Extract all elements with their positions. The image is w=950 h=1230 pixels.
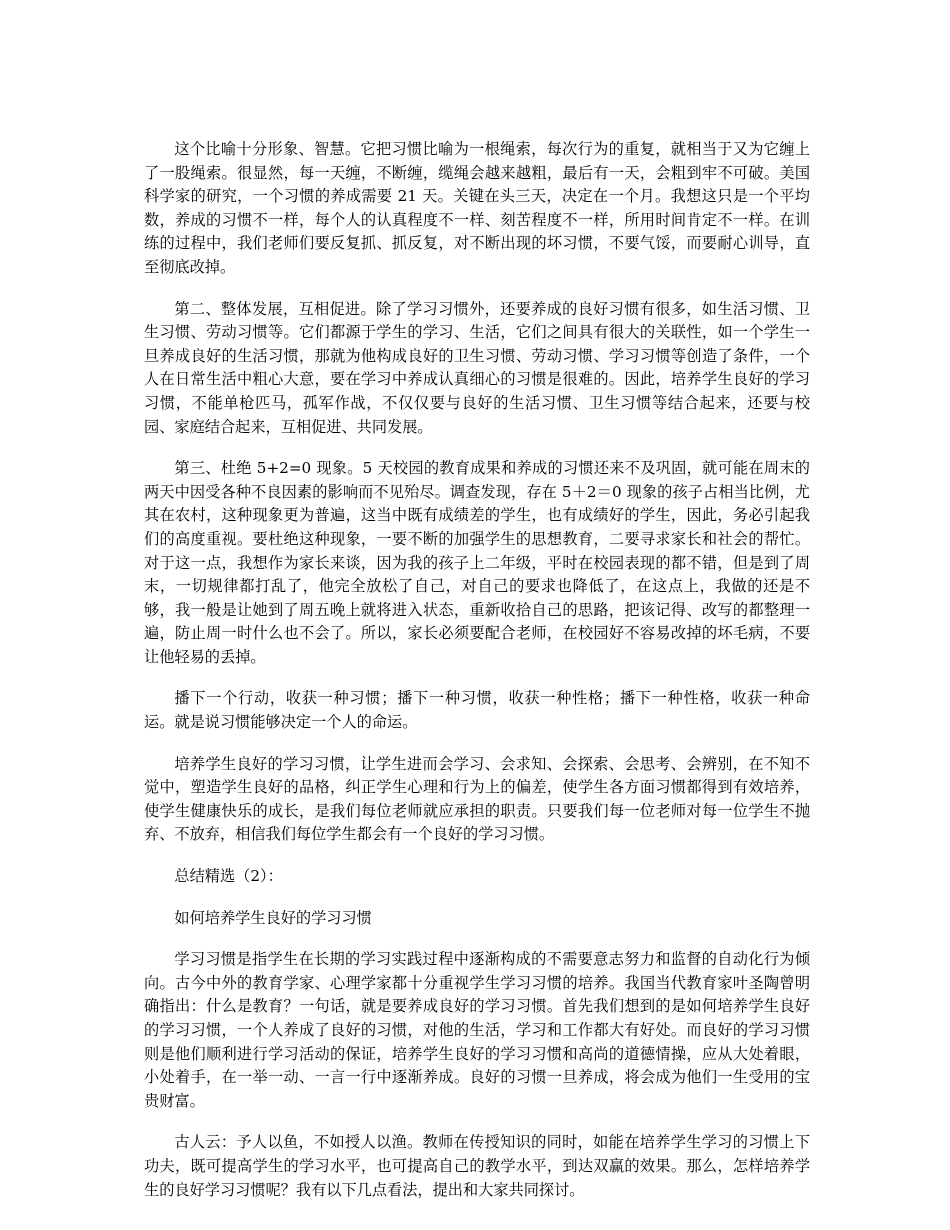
paragraph-habit-rope-metaphor: 这个比喻十分形象、智慧。它把习惯比喻为一根绳索，每次行为的重复，就相当于又为它缠上了一股绳索。很显然，每一天缠，不断缠，缆绳会越来越粗，最后有一天，会粗到牢不可破。美国科学家的研究，一个习惯的养成需要 21 天。关键在头三天，决定在一个月。我想这只是一个平均数，养成的习惯不一样，每个人的认真程度不一样、刻苦程度不一样，所用时间肯定不一样。在训练的过程中，我们老师们要反复抓、抓反复，对不断出现的坏习惯，不要气馁，而要耐心训导，直至彻底改掉。 bbox=[144, 140, 810, 276]
document-page bbox=[144, 138, 810, 1220]
paragraph-teach-to-fish: 古人云：予人以鱼，不如授人以渔。教师在传授知识的同时，如能在培养学生学习的习惯上下功夫，既可提高学生的学习水平，也可提高自己的教学水平，到达双赢的效果。那么，怎样培养学生的良好学习习惯呢？我有以下几点看法，提出和大家共同探讨。 bbox=[144, 1133, 810, 1199]
paragraph-sow-action-quote: 播下一个行动，收获一种习惯；播下一种习惯，收获一种性格；播下一种性格，收获一种命运。就是说习惯能够决定一个人的命运。 bbox=[144, 689, 810, 732]
section-title-cultivate-habits: 如何培养学生良好的学习习惯 bbox=[174, 908, 372, 927]
paragraph-habit-definition: 学习习惯是指学生在长期的学习实践过程中逐渐构成的不需要意志努力和监督的自动化行为倾向。古今中外的教育学家、心理学家都十分重视学生学习习惯的培养。我国当代教育家叶圣陶曾明确指出：什么是教育？一句话，就是要养成良好的学习习惯。首先我们想到的是如何培养学生良好的学习习惯，一个人养成了良好的习惯，对他的生活，学习和工作都大有好处。而良好的学习习惯则是他们顺利进行学习活动的保证，培养学生良好的学习习惯和高尚的道德情操，应从大处着眼，小处着手，在一举一动、一言一行中逐渐养成。良好的习惯一旦养成，将会成为他们一生受用的宝贵财富。 bbox=[144, 950, 810, 1110]
paragraph-teacher-responsibility: 培养学生良好的学习习惯，让学生进而会学习、会求知、会探索、会思考、会辨别，在不知不觉中，塑造学生良好的品格，纠正学生心理和行为上的偏差，使学生各方面习惯都得到有效培养，使学生健康快乐的成长，是我们每位老师就应承担的职责。只要我们每一位老师对每一位学生不抛弃、不放弃，相信我们每位学生都会有一个良好的学习习惯。 bbox=[144, 754, 810, 844]
paragraph-eliminate-5-2-0: 第三、杜绝 5+2=0 现象。5 天校园的教育成果和养成的习惯还来不及巩固，就可能在周末的两天中因受各种不良因素的影响而不见殆尽。调查发现，存在 5＋2＝0 现象的孩子占相当比例，尤其在农村，这种现象更为普遍，这当中既有成绩差的学生，也有成绩好的学生，因此，务必引起我们的高度重视。要杜绝这种现象，一要不断的加强学生的思想教育，二要寻求家长和社会的帮忙。对于这一点，我想作为家长来谈，因为我的孩子上二年级，平时在校园表现的都不错，但是到了周末，一切规律都打乱了，他完全放松了自己，对自己的要求也降低了，在这点上，我做的还是不够，我一般是让她到了周五晚上就将进入状态，重新收拾自己的思路，把该记得、改写的都整理一遍，防止周一时什么也不会了。所以，家长必须要配合老师，在校园好不容易改掉的坏毛病，不要让他轻易的丢掉。 bbox=[144, 459, 810, 666]
paragraph-overall-development: 第二、整体发展，互相促进。除了学习习惯外，还要养成的良好习惯有很多，如生活习惯、卫生习惯、劳动习惯等。它们都源于学生的学习、生活，它们之间具有很大的关联性，如一个学生一旦养成良好的生活习惯，那就为他构成良好的卫生习惯、劳动习惯、学习习惯等创造了条件，一个人在日常生活中粗心大意，要在学习中养成认真细心的习惯是很难的。因此，培养学生良好的学习习惯，不能单枪匹马，孤军作战，不仅仅要与良好的生活习惯、卫生习惯等结合起来，还要与校园、家庭结合起来，互相促进、共同发展。 bbox=[144, 299, 810, 436]
section-heading-summary-2: 总结精选（2）： bbox=[174, 867, 283, 886]
